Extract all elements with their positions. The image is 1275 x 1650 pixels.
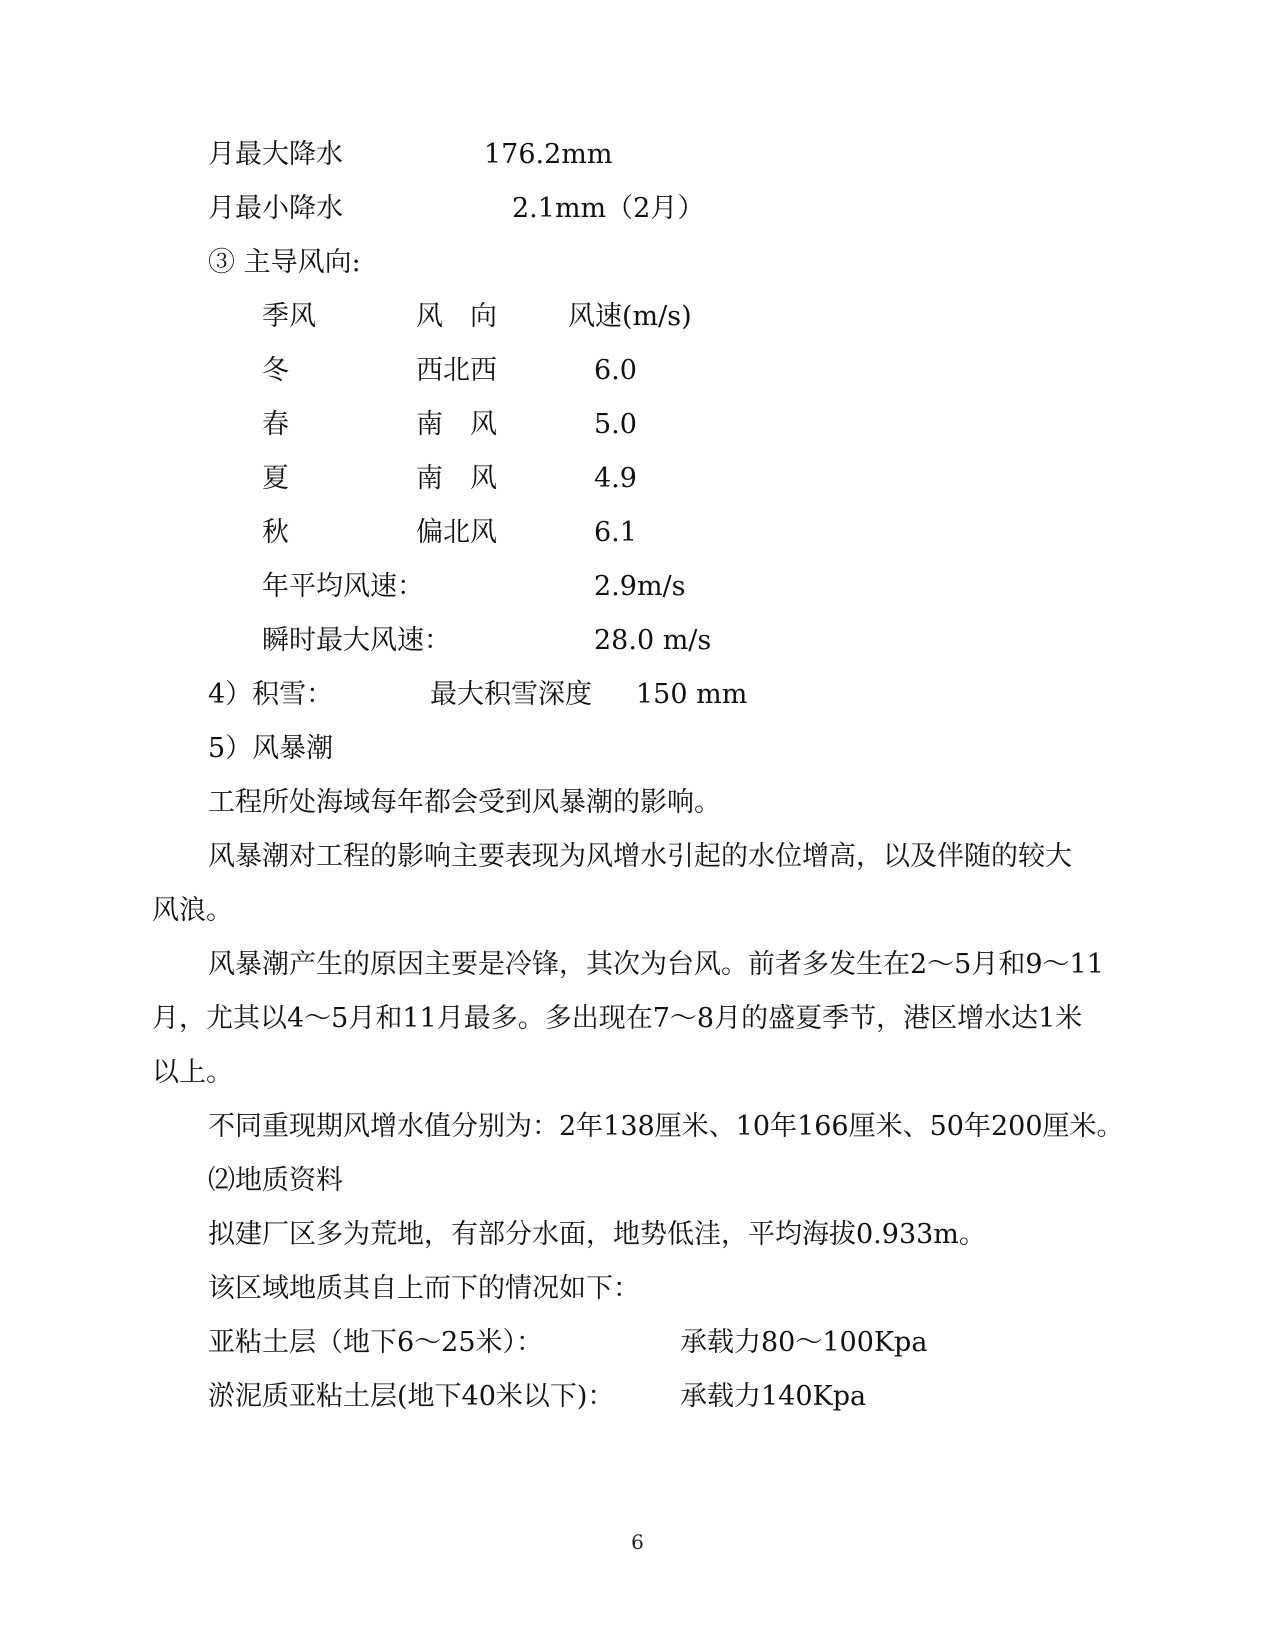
geo-heading: ⑵地质资料: [208, 1165, 343, 1196]
instant-max-wind-label: 瞬时最大风速：: [262, 625, 451, 656]
wind-heading: ③ 主导风向:: [208, 247, 361, 278]
wind-row-speed: 6.1: [594, 517, 637, 548]
annual-avg-wind-value: 2.9m/s: [594, 571, 686, 602]
wind-header-direction: 风 向: [416, 301, 497, 332]
wind-row-direction: 偏北风: [416, 517, 497, 548]
wind-row-speed: 6.0: [594, 355, 637, 386]
wind-row-speed: 5.0: [594, 409, 637, 440]
storm-para-2-line-2: 风浪。: [152, 895, 233, 926]
wind-row-season: 夏: [262, 463, 289, 494]
snow-label: 4）积雪：: [208, 679, 334, 710]
storm-para-4: 不同重现期风增水值分别为：2年138厘米、10年166厘米、50年200厘米。: [208, 1111, 1124, 1142]
layer-name: 淤泥质亚粘土层(地下40米以下)：: [208, 1381, 615, 1412]
precip-min-label: 月最小降水: [208, 193, 343, 224]
storm-para-3-line-2: 月，尤其以4～5月和11月最多。多出现在7～8月的盛夏季节，港区增水达1米: [152, 1003, 1083, 1034]
precip-max-value: 176.2mm: [484, 139, 613, 170]
wind-row-season: 秋: [262, 517, 289, 548]
storm-para-1: 工程所处海域每年都会受到风暴潮的影响。: [208, 787, 721, 818]
wind-row-direction: 南 风: [416, 463, 497, 494]
instant-max-wind-value: 28.0 m/s: [594, 625, 712, 656]
snow-desc: 最大积雪深度: [430, 679, 592, 710]
wind-row-direction: 南 风: [416, 409, 497, 440]
wind-row-speed: 4.9: [594, 463, 637, 494]
wind-row-season: 春: [262, 409, 289, 440]
layer-capacity: 承载力80～100Kpa: [680, 1327, 928, 1358]
snow-value: 150 mm: [636, 679, 748, 710]
storm-heading: 5）风暴潮: [208, 733, 334, 764]
storm-para-2-line-1: 风暴潮对工程的影响主要表现为风增水引起的水位增高，以及伴随的较大: [208, 841, 1072, 872]
geo-para-1: 拟建厂区多为荒地，有部分水面，地势低洼，平均海拔0.933m。: [208, 1219, 986, 1250]
layer-name: 亚粘土层（地下6～25米）：: [208, 1327, 544, 1358]
layer-capacity: 承载力140Kpa: [680, 1381, 867, 1412]
wind-row-direction: 西北西: [416, 355, 497, 386]
precip-min-value: 2.1mm（2月）: [512, 193, 705, 224]
wind-row-season: 冬: [262, 355, 289, 386]
annual-avg-wind-label: 年平均风速：: [262, 571, 424, 602]
wind-header-speed: 风速(m/s): [568, 301, 692, 332]
wind-header-season: 季风: [262, 301, 316, 332]
precip-max-label: 月最大降水: [208, 139, 343, 170]
geo-para-2: 该区域地质其自上而下的情况如下：: [208, 1273, 640, 1304]
storm-para-3-line-3: 以上。: [152, 1057, 233, 1088]
page-number: 6: [631, 1530, 644, 1554]
storm-para-3-line-1: 风暴潮产生的原因主要是冷锋，其次为台风。前者多发生在2～5月和9～11: [208, 949, 1104, 980]
